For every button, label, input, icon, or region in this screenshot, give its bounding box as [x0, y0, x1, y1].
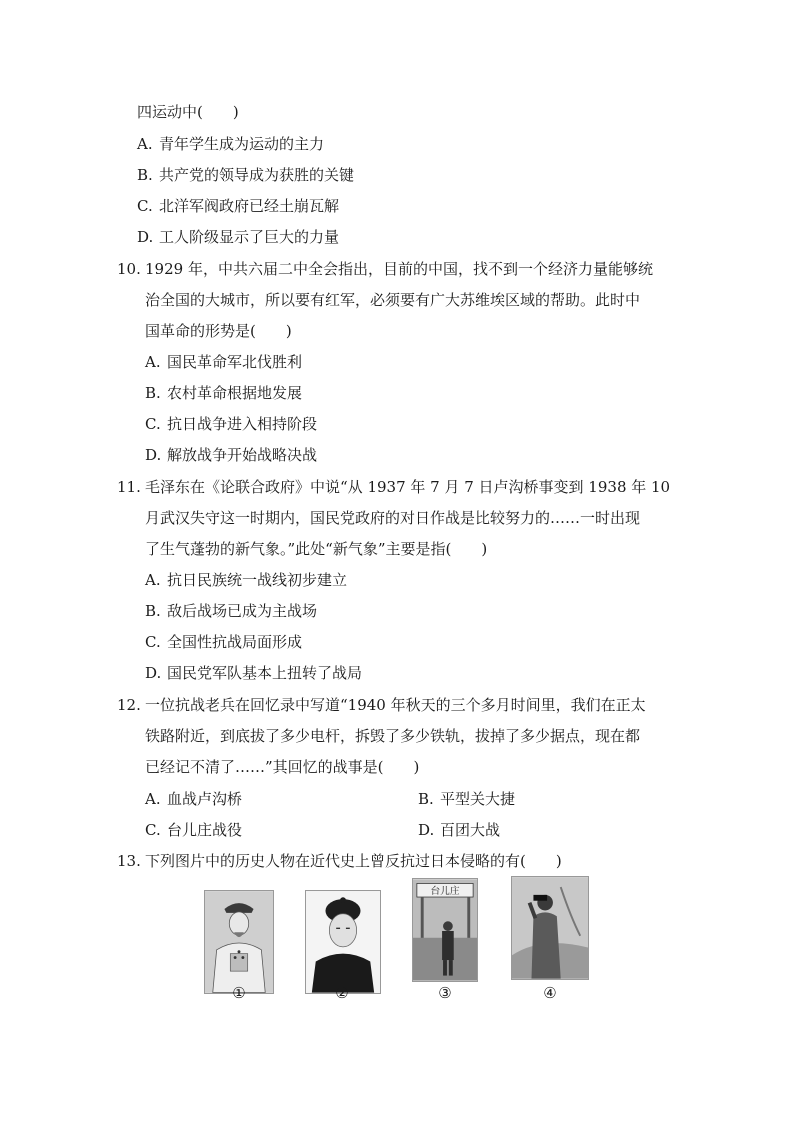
q10-option-a[interactable]: A. 国民革命军北伐胜利: [145, 353, 303, 371]
image-caption-1: ①: [232, 984, 246, 1002]
q13-image-row: [0, 876, 794, 1006]
portrait-official-drawing: [205, 891, 273, 993]
soldier-sign-icon: [412, 878, 478, 982]
q12-number: 12.: [117, 696, 141, 714]
q9-option-b[interactable]: B. 共产党的领导成为获胜的关键: [137, 166, 355, 184]
q9-stem-tail: 四运动中( ): [137, 103, 239, 121]
q11-stem-line-1: 毛泽东在《论联合政府》中说“从 1937 年 7 月 7 日卢沟桥事变到 1938 年 10: [145, 478, 671, 496]
q11-stem-line-2: 月武汉失守这一时期内，国民党政府的对日作战是比较努力的……一时出现: [145, 509, 641, 527]
q10-option-c[interactable]: C. 抗日战争进入相持阶段: [145, 415, 318, 433]
q11-option-b[interactable]: B. 敌后战场已成为主战场: [145, 602, 318, 620]
q12-option-c[interactable]: C. 台儿庄战役: [145, 821, 243, 839]
portrait-official-icon: [204, 890, 274, 994]
image-caption-2: ②: [335, 984, 349, 1002]
officer-binoculars-drawing: [512, 877, 588, 979]
q12-stem-line-2: 铁路附近，到底拔了多少电杆，拆毁了多少铁轨，拔掉了多少据点，现在都: [145, 727, 641, 745]
portrait-man-cap-drawing: [306, 891, 380, 993]
q11-option-c[interactable]: C. 全国性抗战局面形成: [145, 633, 303, 651]
q12-stem-line-1: 一位抗战老兵在回忆录中写道“1940 年秋天的三个多月时间里，我们在正太: [145, 696, 646, 714]
officer-binoculars-icon: [511, 876, 589, 980]
q10-option-b[interactable]: B. 农村革命根据地发展: [145, 384, 303, 402]
q12-option-b[interactable]: B. 平型关大捷: [418, 790, 516, 808]
q11-option-a[interactable]: A. 抗日民族统一战线初步建立: [145, 571, 348, 589]
q9-option-a[interactable]: A. 青年学生成为运动的主力: [137, 135, 325, 153]
q11-option-d[interactable]: D. 国民党军队基本上扭转了战局: [145, 664, 363, 682]
q13-stem: 下列图片中的历史人物在近代史上曾反抗过日本侵略的有( ): [145, 852, 562, 870]
q10-number: 10.: [117, 260, 141, 278]
q10-stem-line-2: 治全国的大城市，所以要有红军，必须要有广大苏维埃区域的帮助。此时中: [145, 291, 641, 309]
q11-stem-line-3: 了生气蓬勃的新气象。”此处“新气象”主要是指( ): [145, 540, 488, 558]
q12-stem-line-3: 已经记不清了……”其回忆的战事是( ): [145, 758, 420, 776]
q9-option-d[interactable]: D. 工人阶级显示了巨大的力量: [137, 228, 340, 246]
q9-option-c[interactable]: C. 北洋军阀政府已经土崩瓦解: [137, 197, 340, 215]
portrait-man-cap-icon: [305, 890, 381, 994]
image-caption-3: ③: [438, 984, 452, 1002]
q10-stem-line-1: 1929 年，中共六届二中全会指出，目前的中国，找不到一个经济力量能够统: [145, 260, 653, 278]
image-caption-4: ④: [543, 984, 557, 1002]
q10-stem-line-3: 国革命的形势是( ): [145, 322, 292, 340]
q11-number: 11.: [117, 478, 141, 496]
sign-text: 台儿庄: [430, 886, 460, 898]
soldier-sign-drawing: [413, 879, 477, 981]
q12-option-d[interactable]: D. 百团大战: [418, 821, 501, 839]
q10-option-d[interactable]: D. 解放战争开始战略决战: [145, 446, 318, 464]
q13-number: 13.: [117, 852, 141, 870]
q12-option-a[interactable]: A. 血战卢沟桥: [145, 790, 243, 808]
